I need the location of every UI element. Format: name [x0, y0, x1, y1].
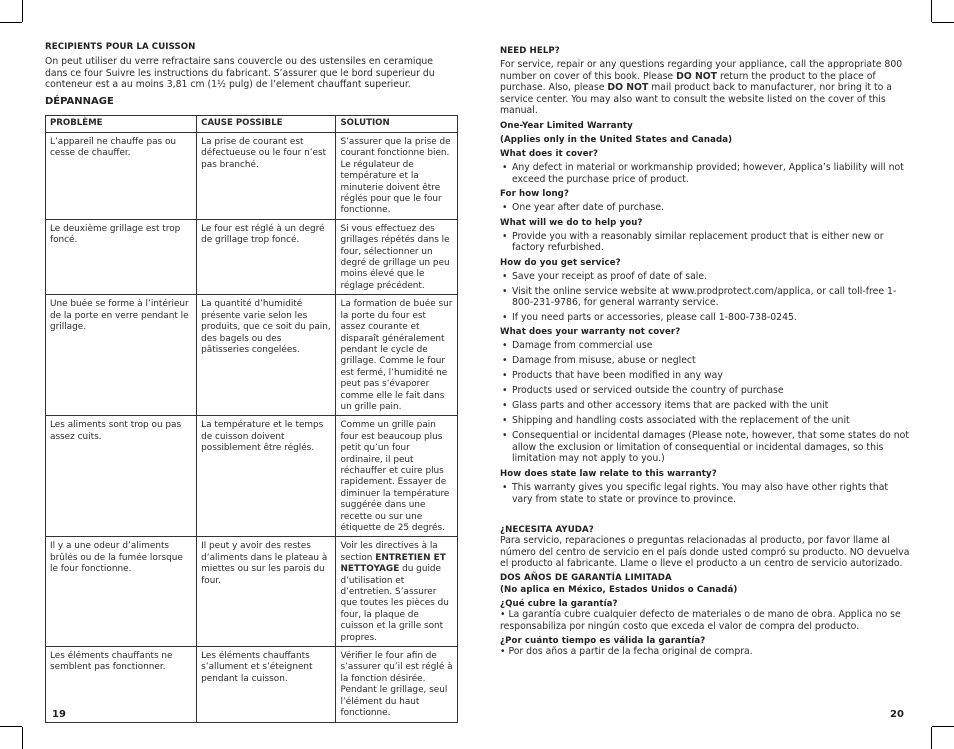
- solution-cell: Si vous effectuez des grillages répétés dans le four, sélectionner un degré de grillage un peu moins élevé que le réglage précédent.: [336, 219, 458, 294]
- need-help-part: For service, repair or any questions regarding your appliance, call the appropriate 800 number on cover of this book. Please: [500, 59, 903, 82]
- list-item: • Products used or serviced outside the country of purchase: [500, 385, 910, 397]
- question-how-long: For how long?: [500, 189, 570, 200]
- es-question-how-long: ¿Por cuánto tiempo es válida la garantía?: [500, 636, 706, 647]
- crop-mark: [932, 726, 954, 727]
- solution-cell: S’assurer que la prise de courant fonctionne bien. Le régulateur de température et la minuterie doivent être réglés pour que le four fonctionne.: [336, 133, 458, 220]
- solution-text: Voir les directives à la section: [340, 541, 438, 563]
- page-number-left: 19: [52, 709, 66, 720]
- page-number-right: 20: [890, 709, 904, 720]
- need-help-part: mail product back to manufacturer, nor bring it to a service center. You may also want to consult the website listed on the cover of this manual.: [500, 82, 892, 117]
- question-not-cover: What does your warranty not cover?: [500, 327, 681, 338]
- crop-mark: [932, 22, 954, 23]
- warranty-scope: (Applies only in the United States and Canada): [500, 134, 733, 145]
- es-question-cover: ¿Qué cubre la garantía?: [500, 598, 618, 609]
- cause-cell: La quantité d’humidité présente varie selon les produits, que ce soit du pain, des bagels ou des pâtisseries congelées.: [197, 295, 336, 416]
- cause-cell: Il peut y avoir des restes d’aliments dans le plateau à miettes ou sur les parois du four.: [197, 537, 336, 647]
- need-help-heading: NEED HELP?: [500, 46, 560, 56]
- es-help-text: Para servicio, reparaciones o preguntas relacionadas al producto, por favor llame al número del centro de servicio en el país donde usted compró su producto. NO devuelva el producto al fabricante. Llame o lleve el producto a un centro de servicio autorizado.: [500, 535, 910, 570]
- recipients-text: On peut utiliser du verre refractaire sans couvercle ou des ustensiles en ceramique dans ce four Suivre les instructions du fabricant. S’assurer que le bord superieur du conteneur est a au moins 3,81 cm (1½ pulg) de l’element chauffant superieur.: [45, 56, 435, 91]
- list-item: • Damage from misuse, abuse or neglect: [500, 355, 910, 367]
- solution-cell: Vérifier le four afin de s’assurer qu’il est réglé à la fonction désirée. Pendant le grillage, seul l’élément du haut fonctionne.: [336, 647, 458, 722]
- solution-cell: [336, 537, 458, 647]
- column-header-solution: SOLUTION: [336, 116, 458, 133]
- do-not-emphasis: DO NOT: [607, 82, 649, 94]
- answer-list: [500, 231, 910, 254]
- table-row: [46, 647, 458, 722]
- list-item: • Shipping and handling costs associated with the replacement of the unit: [500, 415, 910, 427]
- problem-cell: Il y a une odeur d’aliments brûlés ou de la fumée lorsque le four fonctionne.: [46, 537, 197, 647]
- es-warranty-title: DOS AÑOS DE GARANTÍA LIMITADA: [500, 572, 672, 583]
- column-header-cause: CAUSE POSSIBLE: [197, 116, 336, 133]
- troubleshooting-table: [45, 115, 458, 723]
- list-item: • Save your receipt as proof of date of sale.: [500, 271, 910, 283]
- do-not-emphasis: DO NOT: [676, 70, 717, 82]
- list-item: • Consequential or incidental damages (Please note, however, that some states do not allow the exclusion or limitation of consequential or incidental damages, so this limitation may not apply to you.): [500, 430, 910, 465]
- problem-cell: Les aliments sont trop ou pas assez cuits.: [46, 416, 197, 537]
- crop-mark: [931, 0, 932, 22]
- question-service: How do you get service?: [500, 257, 621, 268]
- solution-cell: Comme un grille pain four est beaucoup plus petit qu’un four ordinaire, il peut réchauffer et cuire plus rapidement. Essayer de diminuer la température suggérée dans une recette ou sur une étiquette de 25 degrés.: [336, 416, 458, 537]
- cause-cell: La température et le temps de cuisson doivent possiblement être réglés.: [197, 416, 336, 537]
- answer-list: [500, 202, 910, 214]
- list-item: • This warranty gives you specific legal rights. You may also have other rights that vary from state to state or province to province.: [500, 482, 910, 505]
- problem-cell: Le deuxième grillage est trop foncé.: [46, 219, 197, 294]
- crop-mark: [931, 727, 932, 749]
- list-item: • Visit the online service website at www.prodprotect.com/applica, or call toll-free 1-800-231-9786, for general warranty service.: [500, 286, 910, 309]
- list-item: • If you need parts or accessories, please call 1-800-738-0245.: [500, 312, 910, 324]
- answer-list: [500, 340, 910, 465]
- question-cover: What does it cover?: [500, 148, 599, 159]
- crop-mark: [22, 0, 23, 22]
- list-item: • Damage from commercial use: [500, 340, 910, 352]
- recipients-heading: RECIPIENTS POUR LA CUISSON: [45, 42, 196, 52]
- list-item: • One year after date of purchase.: [500, 202, 910, 214]
- table-row: [46, 295, 458, 416]
- problem-cell: L’appareil ne chauffe pas ou cesse de chauffer.: [46, 133, 197, 220]
- crop-mark: [22, 727, 23, 749]
- es-answer-how-long: • Por dos años a partir de la fecha original de compra.: [500, 646, 753, 658]
- table-row: [46, 219, 458, 294]
- answer-list: [500, 482, 910, 505]
- problem-cell: Une buée se forme à l’intérieur de la porte en verre pendant le grillage.: [46, 295, 197, 416]
- cause-cell: Les éléments chauffants s’allument et s’éteignent pendant la cuisson.: [197, 647, 336, 722]
- depannage-heading: DÉPANNAGE: [45, 96, 114, 107]
- es-warranty-scope: (No aplica en México, Estados Unidos o Canadá): [500, 584, 738, 595]
- right-column: [500, 46, 910, 658]
- table-row: [46, 133, 458, 220]
- solution-section-ref: ENTRETIEN ET NETTOYAGE: [340, 552, 446, 575]
- es-help-heading: ¿NECESITA AYUDA?: [500, 525, 594, 536]
- warranty-title: One-Year Limited Warranty: [500, 120, 633, 131]
- question-help: What will we do to help you?: [500, 217, 643, 228]
- column-header-probleme: PROBLÈME: [46, 116, 197, 133]
- answer-list: [500, 162, 910, 185]
- cause-cell: La prise de courant est défectueuse ou le four n’est pas branché.: [197, 133, 336, 220]
- list-item: • Products that have been modified in any way: [500, 370, 910, 382]
- question-state-law: How does state law relate to this warranty?: [500, 469, 717, 479]
- solution-text: du guide d’utilisation et d’entretien. S’assurer que toutes les pièces du four, la plaque de cuisson et la grille sont propres.: [340, 564, 449, 643]
- list-item: • Any defect in material or workmanship provided; however, Applica’s liability will not exceed the purchase price of product.: [500, 162, 910, 185]
- answer-list: [500, 271, 910, 323]
- table-row: [46, 416, 458, 537]
- table-row: [46, 537, 458, 647]
- list-item: • Provide you with a reasonably similar replacement product that is either new or factory refurbished.: [500, 231, 910, 254]
- list-item: • Glass parts and other accessory items that are packed with the unit: [500, 400, 910, 412]
- problem-cell: Les éléments chauffants ne semblent pas fonctionner.: [46, 647, 197, 722]
- need-help-text: [500, 59, 910, 117]
- crop-mark: [0, 726, 22, 727]
- cause-cell: Le four est réglé à un degré de grillage trop foncé.: [197, 219, 336, 294]
- crop-mark: [0, 22, 22, 23]
- need-help-part: return the product to the place of purchase. Also, please: [500, 70, 876, 94]
- solution-cell: La formation de buée sur la porte du four est assez courante et disparaît généralement pendant le cycle de grillage. Comme le four est fermé, l’humidité ne peut pas s’évaporer comme elle le fait dans un grille pain.: [336, 295, 458, 416]
- es-answer-cover: • La garantía cubre cualquier defecto de materiales o de mano de obra. Applica no se responsabiliza por ningún costo que exceda el valor de compra del producto.: [500, 608, 901, 632]
